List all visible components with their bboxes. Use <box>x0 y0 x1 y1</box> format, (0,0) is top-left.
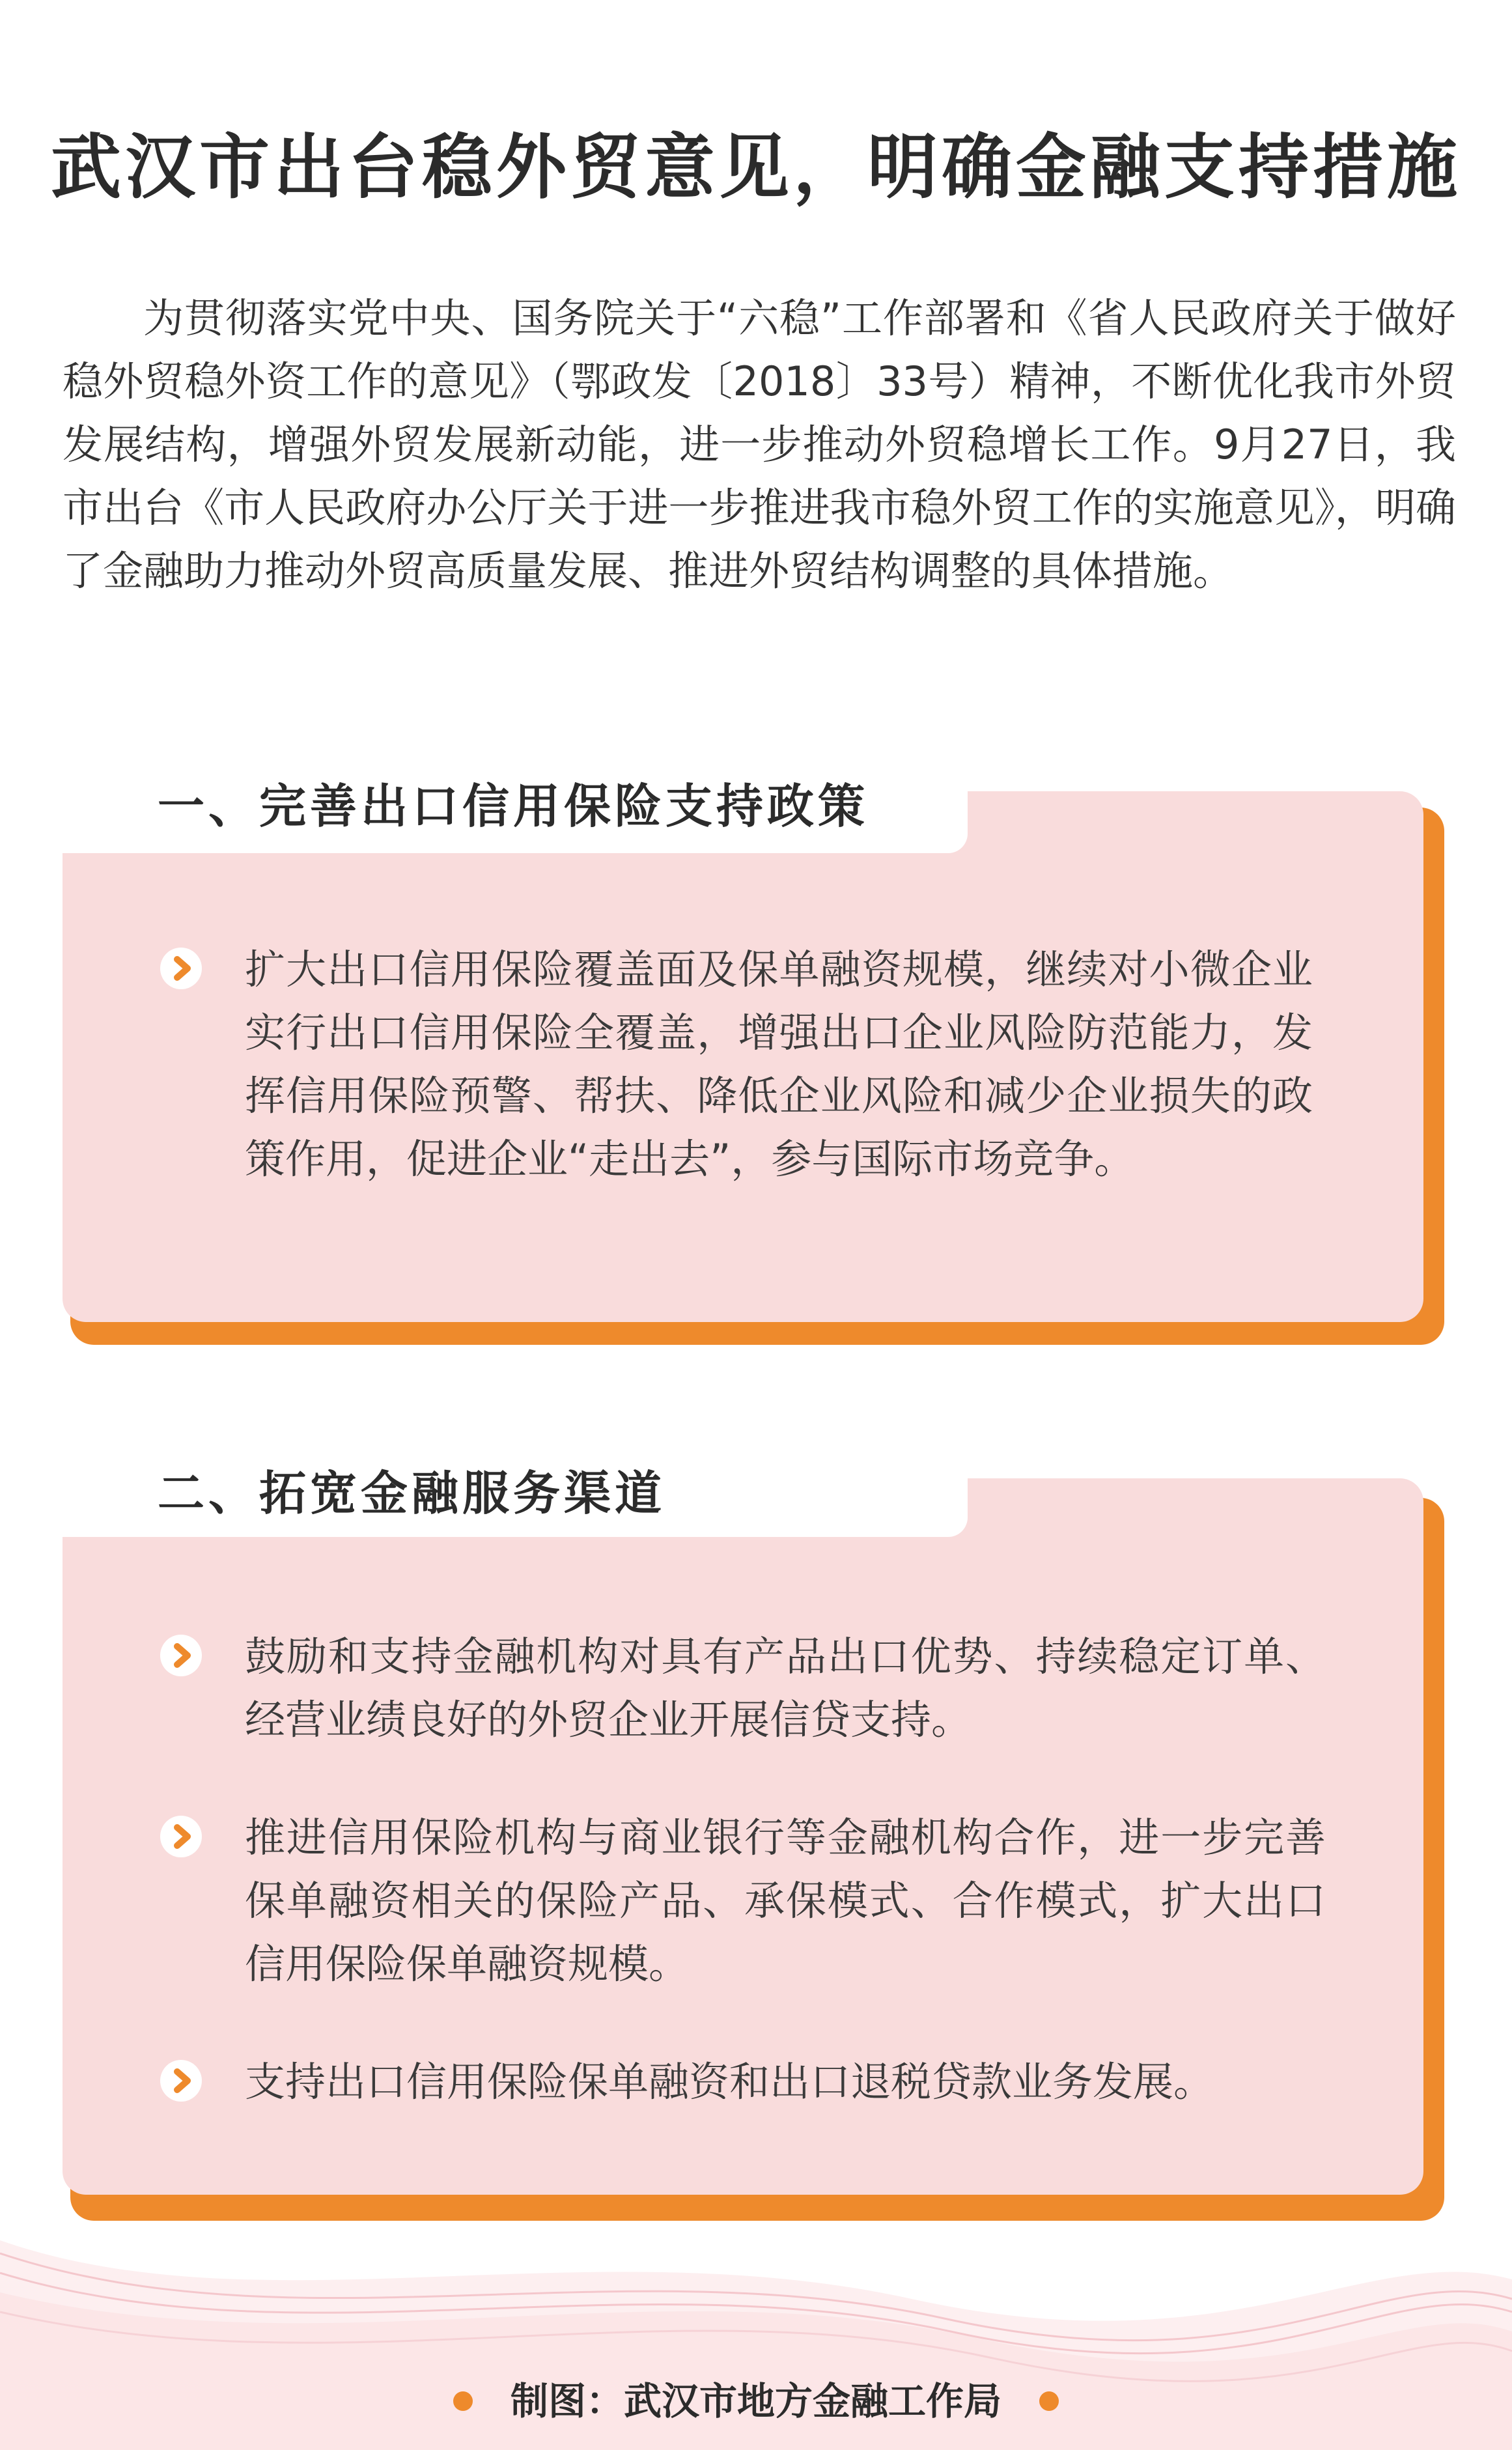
chevron-right-icon <box>160 2060 202 2102</box>
section-2-item-2 <box>245 1806 1326 1995</box>
page-title: 武汉市出台稳外贸意见，明确金融支持措施 <box>50 127 1461 208</box>
section-2-item-3 <box>245 2050 1326 2113</box>
footer-dot-right <box>1039 2391 1059 2411</box>
section-2-item-2-text: 推进信用保险机构与商业银行等金融机构合作，进一步完善保单融资相关的保险产品、承保模式、合作模式，扩大出口信用保险保单融资规模。 <box>245 1814 1326 1988</box>
section-1-bullet <box>160 948 202 989</box>
section-2-bullet-3 <box>160 2060 202 2102</box>
chevron-right-icon <box>160 1816 202 1857</box>
section-2-item-3-text: 支持出口信用保险保单融资和出口退税贷款业务发展。 <box>245 2058 1214 2105</box>
intro-paragraph: 为贯彻落实党中央、国务院关于“六稳”工作部署和《省人民政府关于做好稳外贸稳外资工作的意见》（鄂政发〔2018〕33号）精神，不断优化我市外贸发展结构，增强外贸发展新动能，进一步推动外贸稳增长工作。9月27日，我市出台《市人民政府办公厅关于进一步推进我市稳外贸工作的实施意见》，明确了金融助力推动外贸高质量发展、推进外贸结构调整的具体措施。 <box>63 294 1456 595</box>
section-1-item-1 <box>245 938 1313 1190</box>
section-2-item-1 <box>245 1625 1326 1751</box>
section-2-bullet-1 <box>160 1635 202 1676</box>
chevron-right-icon <box>160 948 202 989</box>
section-2-title: 二、拓宽金融服务渠道 <box>158 1466 666 1521</box>
chevron-right-icon <box>160 1635 202 1676</box>
section-2-bullet-2 <box>160 1816 202 1857</box>
section-1-title: 一、完善出口信用保险支持政策 <box>158 779 869 834</box>
footer-dot-left <box>453 2391 473 2411</box>
section-1-item-1-text: 扩大出口信用保险覆盖面及保单融资规模，继续对小微企业实行出口信用保险全覆盖，增强出口企业风险防范能力，发挥信用保险预警、帮扶、降低企业风险和减少企业损失的政策作用，促进企业“走出去”，参与国际市场竞争。 <box>245 946 1313 1183</box>
section-2-item-1-text: 鼓励和支持金融机构对具有产品出口优势、持续稳定订单、经营业绩良好的外贸企业开展信贷支持。 <box>245 1633 1326 1743</box>
footer <box>0 2371 1512 2425</box>
footer-credit: 制图：武汉市地方金融工作局 <box>510 2379 1001 2423</box>
